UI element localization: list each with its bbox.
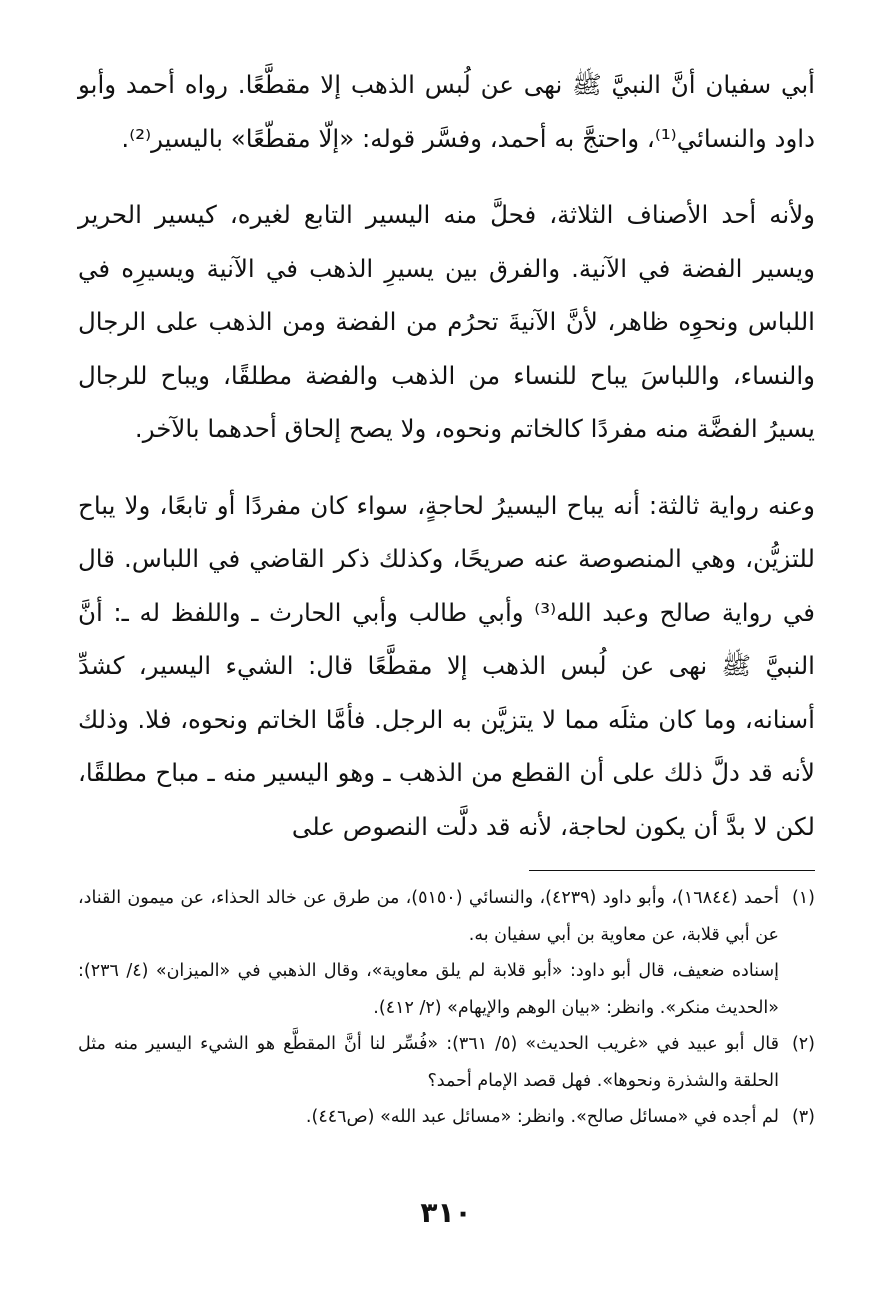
footnote-extra: إسناده ضعيف، قال أبو داود: «أبو قلابة لم يلق معاوية»، وقال الذهبي في «الميزان» (٤/ ٢٣٦): «الحديث منكر». وانظر: «بيان الوهم والإيهام» (٢/ ٤١٢). — [78, 961, 779, 1018]
footnote-body — [78, 1026, 779, 1099]
body-paragraph-1: أبي سفيان أنَّ النبيَّ ﷺ نهى عن لُبس الذهب إلا مقطَّعًا. رواه أحمد وأبو داود والنسائي⁽¹⁾، واحتجَّ به أحمد، وفسَّر قوله: «إلّا مقطّعًا» باليسير⁽²⁾. — [78, 70, 815, 153]
footnote-2 — [78, 1026, 815, 1099]
footnote-text: أحمد (١٦٨٤٤)، وأبو داود (٤٢٣٩)، والنسائي (٥١٥٠)، من طرق عن خالد الحذاء، عن ميمون القناد، عن أبي قلابة، عن معاوية بن أبي سفيان به. — [78, 888, 779, 945]
footnote-text: قال أبو عبيد في «غريب الحديث» (٥/ ٣٦١): «فُسِّر لنا أنَّ المقطَّع هو الشيء اليسير منه مثل الحلقة والشذرة ونحوها». فهل قصد الإمام أحمد؟ — [78, 1034, 779, 1091]
body-paragraph-2: ولأنه أحد الأصناف الثلاثة، فحلَّ منه اليسير التابع لغيره، كيسير الحرير ويسير الفضة في الآنية. والفرق بين يسيرِ الذهب في الآنية ويسيرِه في اللباس ونحوِه ظاهر، لأنَّ الآنيةَ تحرُم من الفضة ومن الذهب على الرجال والنساء، واللباسَ يباح للنساء من الذهب والفضة مطلقًا، ويباح للرجال يسيرُ الفضَّة منه مفردًا كالخاتم ونحوه، ولا يصح إلحاق أحدهما بالآخر. — [78, 200, 815, 443]
footnote-body — [78, 1099, 779, 1136]
footnote-body — [78, 880, 779, 1026]
body-paragraph-3: وعنه رواية ثالثة: أنه يباح اليسيرُ لحاجةٍ، سواء كان مفردًا أو تابعًا، ولا يباح للتزيُّن، وهي المنصوصة عنه صريحًا، وكذلك ذكر القاضي في اللباس. قال في رواية صالح وعبد الله⁽³⁾ وأبي طالب وأبي الحارث ـ واللفظ له ـ: أنَّ النبيَّ ﷺ نهى عن لُبس الذهب إلا مقطَّعًا قال: الشيء اليسير، كشدِّ أسنانه، وما كان مثلَه مما لا يتزيَّن به الرجل. فأمَّا الخاتم ونحوه، فلا. وذلك لأنه قد دلَّ ذلك على أن القطع من الذهب ـ وهو اليسير منه ـ مباح مطلقًا، لكن لا بدَّ أن يكون لحاجة، لأنه قد دلَّت النصوص على — [78, 490, 816, 841]
footnotes — [78, 880, 815, 1136]
footnote-divider — [529, 870, 815, 871]
page-number: ٣١٠ — [420, 1196, 472, 1229]
footnote-number: (١) — [791, 888, 815, 908]
footnote-1 — [78, 880, 815, 1026]
footnote-text: لم أجده في «مسائل صالح». وانظر: «مسائل عبد الله» (ص٤٤٦). — [305, 1107, 779, 1127]
footnote-number: (٢) — [791, 1034, 815, 1054]
main-text — [78, 58, 815, 853]
footnote-3 — [78, 1099, 815, 1136]
footnote-number: (٣) — [791, 1107, 815, 1127]
